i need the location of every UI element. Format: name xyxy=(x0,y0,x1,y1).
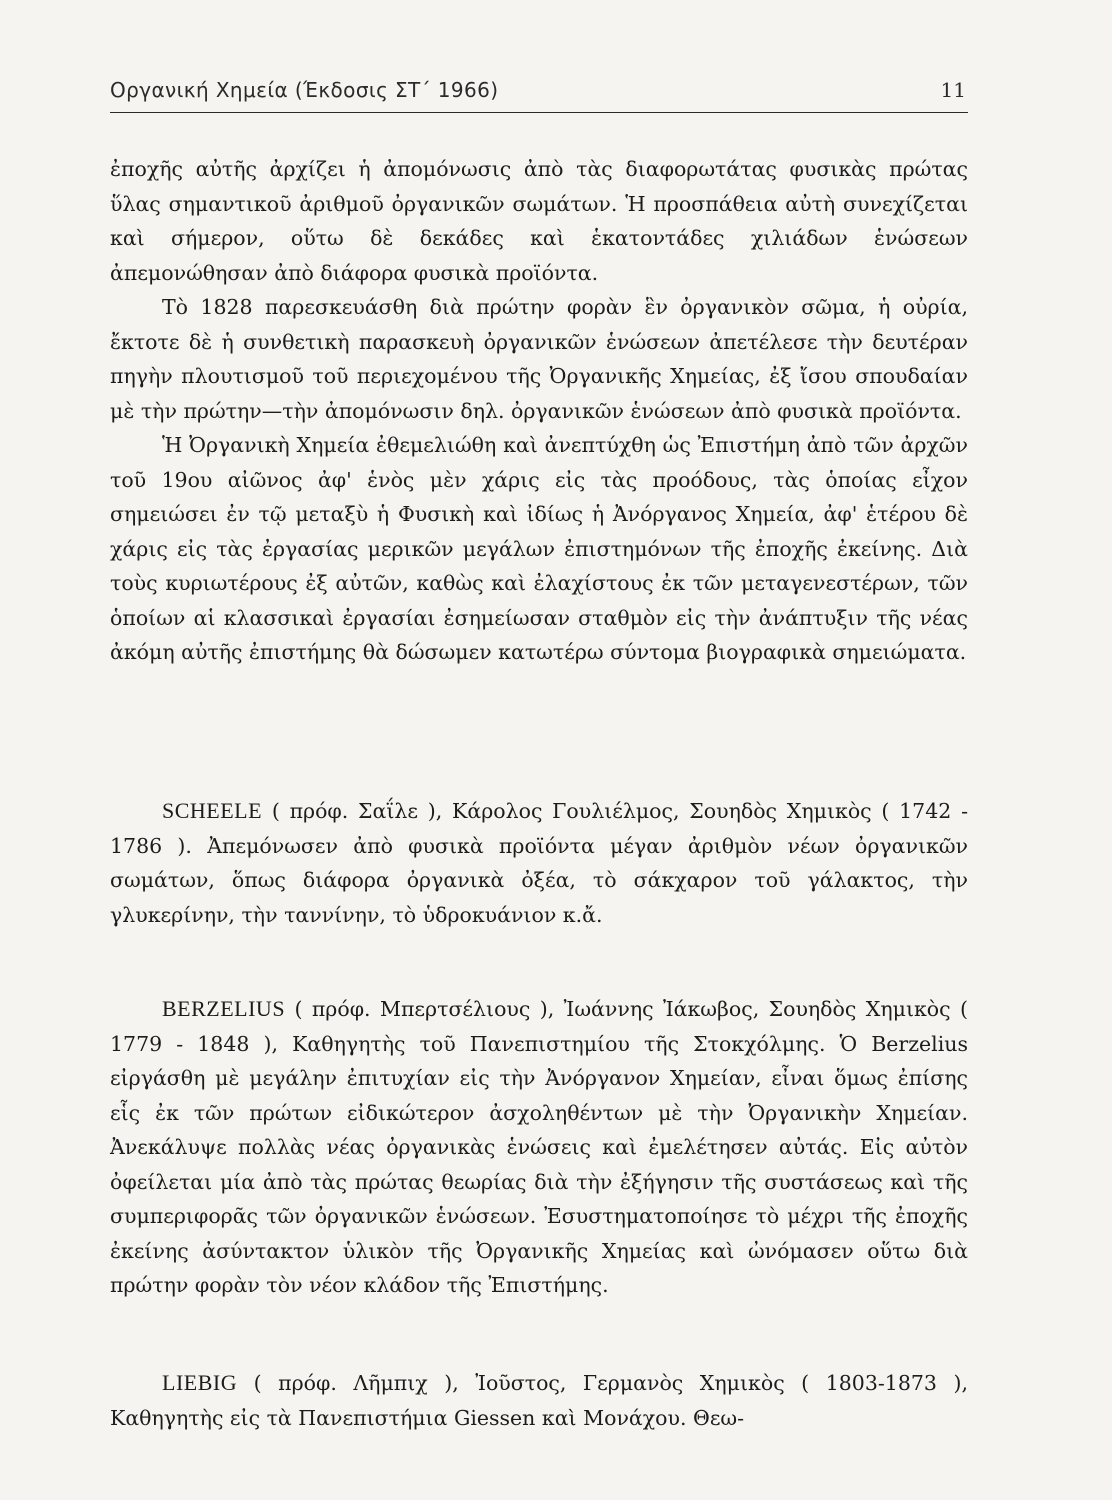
entry-text: ( πρόφ. Λῆμπιχ ), Ἰοῦστος, Γερμανὸς Χημικὸς ( 1803-1873 ), Καθηγητὴς εἰς τὰ Πανεπιστήμια Giessen καὶ Μονάχου. Θεω- xyxy=(110,1371,968,1430)
page-number: 11 xyxy=(940,78,966,102)
paragraph: Τὸ 1828 παρεσκευάσθη διὰ πρώτην φορὰν ἓν ὀργανικὸν σῶμα, ἡ οὐρία, ἔκτοτε δὲ ἡ συνθετικὴ παρασκευὴ ὀργανικῶν ἑνώσεων ἀπετέλεσε τὴν δευτέραν πηγὴν πλουτισμοῦ τοῦ περιεχομένου τῆς Ὀργανικῆς Χημείας, ἐξ ἴσου σπουδαίαν μὲ τὴν πρώτην—τὴν ἀπομόνωσιν δηλ. ὀργανικῶν ἑνώσεων ἀπὸ φυσικὰ προϊόντα. xyxy=(110,295,968,423)
paragraph: ἐποχῆς αὐτῆς ἀρχίζει ἡ ἀπομόνωσις ἀπὸ τὰς διαφορωτάτας φυσικὰς πρώτας ὕλας σημαντικοῦ ἀριθμοῦ ὀργανικῶν σωμάτων. Ἡ προσπάθεια αὐτὴ συνεχίζεται καὶ σήμερον, οὕτω δὲ δεκάδες καὶ ἑκατοντάδες χιλιάδων ἑνώσεων ἀπεμονώθησαν ἀπὸ διάφορα φυσικὰ προϊόντα. xyxy=(110,157,968,285)
entry-paragraph xyxy=(110,1366,968,1435)
entry-name: SCHEELE xyxy=(162,798,263,823)
book-page xyxy=(110,0,968,1500)
running-header xyxy=(110,76,968,113)
intro-section xyxy=(110,152,968,670)
entry-name: BERZELIUS xyxy=(162,996,286,1021)
paragraph: Ἡ Ὀργανικὴ Χημεία ἐθεμελιώθη καὶ ἀνεπτύχθη ὡς Ἐπιστήμη ἀπὸ τῶν ἀρχῶν τοῦ 19ου αἰῶνος ἀφ' ἑνὸς μὲν χάρις εἰς τὰς προόδους, τὰς ὁποίας εἶχον σημειώσει ἐν τῷ μεταξὺ ἡ Φυσικὴ καὶ ἰδίως ἡ Ἀνόργανος Χημεία, ἀφ' ἑτέρου δὲ χάρις εἰς τὰς ἐργασίας μερικῶν μεγάλων ἐπιστημόνων τῆς ἐποχῆς ἐκείνης. Διὰ τοὺς κυριωτέρους ἐξ αὐτῶν, καθὼς καὶ ἐλαχίστους ἐκ τῶν μεταγενεστέρων, τῶν ὁποίων αἱ κλασσικαὶ ἐργασίαι ἐσημείωσαν σταθμὸν εἰς τὴν ἀνάπτυξιν τῆς νέας ἀκόμη αὐτῆς ἐπιστήμης θὰ δώσωμεν κατωτέρω σύντομα βιογραφικὰ σημειώματα. xyxy=(110,433,968,664)
entry-text: ( πρόφ. Μπερτσέλιους ), Ἰωάννης Ἰάκωβος, Σουηδὸς Χημικὸς ( 1779 - 1848 ), Καθηγητὴς τοῦ Πανεπιστημίου τῆς Στοκχόλμης. Ὁ Berzelius εἰργάσθη μὲ μεγάλην ἐπιτυχίαν εἰς τὴν Ἀνόργανον Χημείαν, εἶναι ὅμως ἐπίσης εἷς ἐκ τῶν πρώτων εἰδικώτερον ἀσχοληθέντων μὲ τὴν Ὀργανικὴν Χημείαν. Ἀνεκάλυψε πολλὰς νέας ὀργανικὰς ἑνώσεις καὶ ἐμελέτησεν αὐτάς. Εἰς αὐτὸν ὀφείλεται μία ἀπὸ τὰς πρώτας θεωρίας διὰ τὴν ἐξήγησιν τῆς συστάσεως καὶ τῆς συμπεριφορᾶς τῶν ὀργανικῶν ἑνώσεων. Ἐσυστηματοποίησε τὸ μέχρι τῆς ἐποχῆς ἐκείνης ἀσύντακτον ὑλικὸν τῆς Ὀργανικῆς Χημείας καὶ ὠνόμασεν οὕτω διὰ πρώτην φορὰν τὸν νέον κλάδον τῆς Ἐπιστήμης. xyxy=(110,997,968,1297)
biography-entry-berzelius xyxy=(110,992,968,1303)
biography-entry-liebig xyxy=(110,1366,968,1435)
entry-paragraph xyxy=(110,992,968,1303)
biography-entry-scheele xyxy=(110,794,968,932)
entry-paragraph xyxy=(110,794,968,932)
entry-name: LIEBIG xyxy=(162,1370,238,1395)
running-title: Οργανική Χημεία (Έκδοσις ΣΤ΄ 1966) xyxy=(110,78,499,102)
entry-text: ( πρόφ. Σαΐλε ), Κάρολος Γουλιέλμος, Σουηδὸς Χημικὸς ( 1742 - 1786 ). Ἀπεμόνωσεν ἀπὸ φυσικὰ προϊόντα μέγαν ἀριθμὸν νέων ὀργανικῶν σωμάτων, ὅπως διάφορα ὀργανικὰ ὀξέα, τὸ σάκχαρον τοῦ γάλακτος, τὴν γλυκερίνην, τὴν ταννίνην, τὸ ὑδροκυάνιον κ.ἄ. xyxy=(110,799,968,927)
